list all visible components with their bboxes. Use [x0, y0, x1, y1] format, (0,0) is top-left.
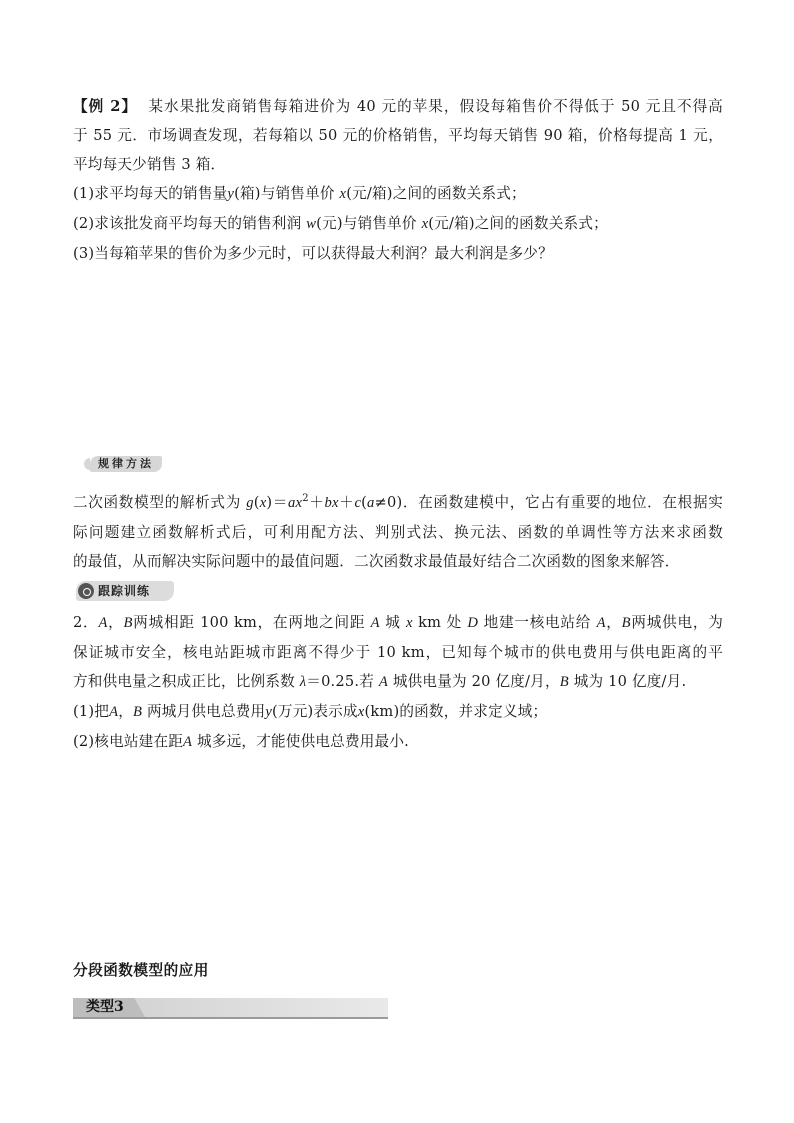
method-line-2: 际问题建立函数解析式后，可利用配方法、判别式法、换元法、函数的单调性等方法来求函数: [73, 523, 723, 541]
example-2-question-2: (2)求该批发商平均每天的销售利润 w(元)与销售单价 x(元/箱)之间的函数关系式；: [73, 215, 608, 232]
example-2-line-1: [73, 92, 723, 121]
example-2-question-1: (1)求平均每天的销售量y(箱)与销售单价 x(元/箱)之间的函数关系式；: [73, 185, 526, 202]
method-block: [73, 484, 723, 576]
type-header-bar: [73, 998, 388, 1019]
training-question-2: (2)核电站建在距A 城多远，才能使供电总费用最小.: [73, 733, 409, 750]
training-line-2: 保证城市安全，核电站距城市距离不得少于 10 km，已知每个城市的供电费用与供电距离的平: [73, 644, 723, 661]
method-line-3: 的最值，从而解决实际问题中的最值问题．二次函数求最值最好结合二次函数的图象来解答．: [73, 552, 680, 570]
example-2-block: [73, 92, 723, 268]
example-2-line-3: 平均每天少销售 3 箱．: [73, 156, 226, 173]
training-badge: [76, 581, 174, 601]
example-2-question-3: (3)当每箱苹果的售价为多少元时，可以获得最大利润？最大利润是多少？: [73, 245, 553, 262]
method-line-1: 二次函数模型的解析式为 $g(x)=ax^2+bx+c(a\ne 0)$．在函数建模中，它占有重要的地位．在根据实: [73, 493, 724, 511]
training-badge-label: 跟踪训练: [98, 584, 151, 598]
example-2-line-2: 于 55 元．市场调查发现，若每箱以 50 元的价格销售，平均每天销售 90 箱，价格每提高 1 元，: [73, 127, 723, 144]
target-icon: [78, 583, 94, 599]
type-label: 类型3: [86, 999, 124, 1015]
training-block: [73, 608, 723, 757]
training-question-1: (1)把A，B 两城月供电总费用y(万元)表示成x(km)的函数，并求定义域；: [73, 703, 548, 720]
training-line-3: 方和供电量之积成正比，比例系数 λ＝0.25.若 A 城供电量为 20 亿度/月，B 城为 10 亿度/月.: [73, 673, 687, 690]
section-title: 分段函数模型的应用: [73, 962, 209, 979]
example-tag: 【例 2】: [73, 98, 138, 115]
method-badge: 规律方法: [90, 456, 162, 472]
training-line-1: 2．A，B两城相距 100 km，在两地之间距 A 城 x km 处 D 地建一核电站给 A，B两城供电，为: [73, 614, 724, 631]
example-2-text-1: 某水果批发商销售每箱进价为 40 元的苹果，假设每箱售价不得低于 50 元且不得高: [148, 98, 723, 115]
